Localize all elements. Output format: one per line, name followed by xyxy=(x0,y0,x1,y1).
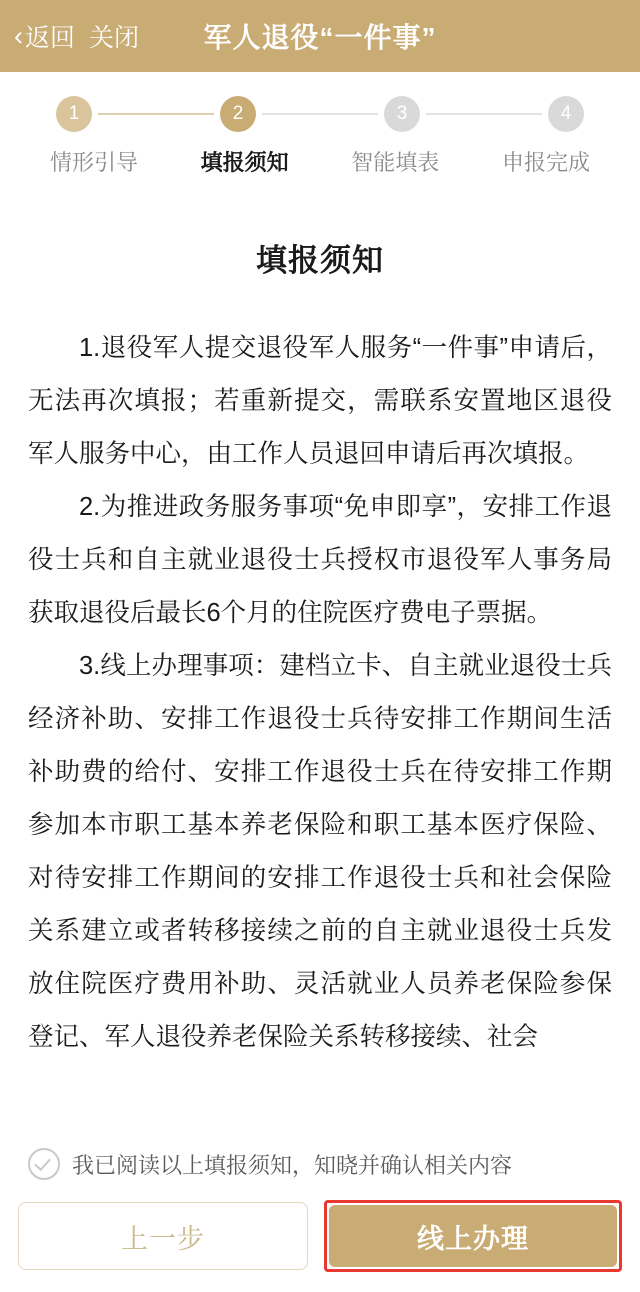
notice-paragraph: 2.为推进政务服务事项“免申即享”，安排工作退役士兵和自主就业退役士兵授权市退役军人事务局获取退役后最长6个月的住院医疗费电子票据。 xyxy=(28,493,612,627)
stepper-labels-row xyxy=(0,132,640,177)
step-label-1: 情形引导 xyxy=(49,150,138,175)
notice-paragraph: 3.线上办理事项：建档立卡、自主就业退役士兵经济补助、安排工作退役士兵待安排工作期间生活补助费的给付、安排工作退役士兵在待安排工作期参加本市职工基本养老保险和职工基本医疗保险、对待安排工作期间的安排工作退役士兵和社会保险关系建立或者转移接续之前的自主就业退役士兵发放住院医疗费用补助、灵活就业人员养老保险参保登记、军人退役养老保险关系转移接续、社会 xyxy=(28,652,612,1051)
step-connector-1 xyxy=(98,113,214,115)
progress-stepper xyxy=(0,72,640,183)
step-connector-3 xyxy=(426,113,542,115)
notice-content xyxy=(0,183,640,1083)
step-circle-4[interactable]: 4 xyxy=(548,96,584,132)
step-label-2: 填报须知 xyxy=(200,150,289,175)
previous-step-button[interactable]: 上一步 xyxy=(18,1202,308,1270)
step-connector-2 xyxy=(262,113,378,115)
header-left-actions xyxy=(0,18,139,54)
check-circle-icon[interactable] xyxy=(28,1148,60,1180)
notice-title: 填报须知 xyxy=(256,243,384,278)
step-circle-3[interactable]: 3 xyxy=(384,96,420,132)
stepper-circles-row xyxy=(0,96,640,132)
back-button-label: 返回 xyxy=(25,24,76,52)
online-apply-button-highlight xyxy=(324,1200,622,1272)
back-button[interactable] xyxy=(14,18,75,54)
app-header xyxy=(0,0,640,72)
footer-bar xyxy=(0,1138,640,1292)
close-button[interactable]: 关闭 xyxy=(89,24,140,52)
agreement-row[interactable] xyxy=(0,1138,640,1192)
step-label-3: 智能填表 xyxy=(351,150,440,175)
step-circle-1[interactable]: 1 xyxy=(56,96,92,132)
notice-paragraph: 1.退役军人提交退役军人服务“一件事”申请后，无法再次填报；若重新提交，需联系安置地区退役军人服务中心，由工作人员退回申请后再次填报。 xyxy=(28,334,612,468)
step-label-4: 申报完成 xyxy=(501,150,590,175)
agreement-label: 我已阅读以上填报须知，知晓并确认相关内容 xyxy=(72,1152,513,1178)
page-title: 军人退役“一件事” xyxy=(203,22,437,53)
step-circle-2[interactable]: 2 xyxy=(220,96,256,132)
action-buttons-row xyxy=(0,1192,640,1292)
chevron-left-icon: ‹ xyxy=(14,20,23,51)
online-apply-button[interactable]: 线上办理 xyxy=(329,1205,617,1267)
